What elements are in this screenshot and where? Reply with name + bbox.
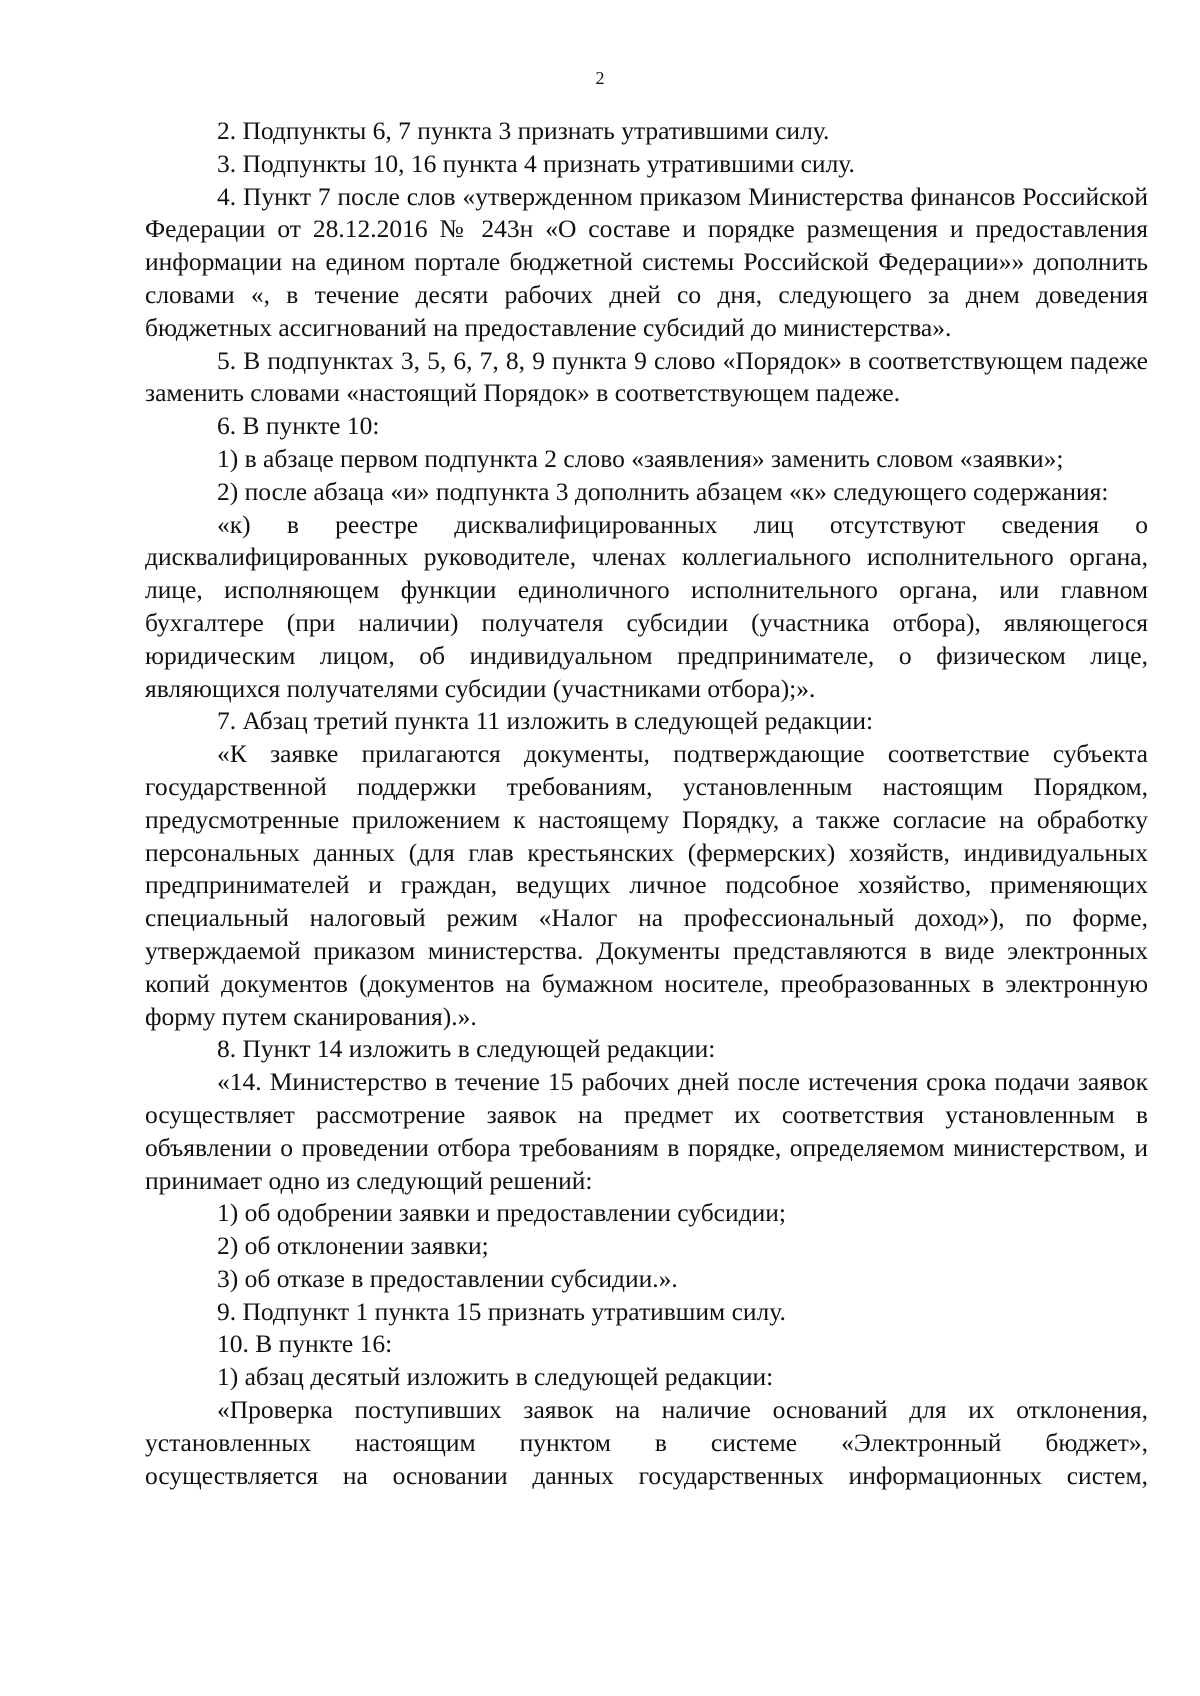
paragraph-7-text: «К заявке прилагаются документы, подтверждающие соответствие субъекта государственной поддержки требованиям, установленным настоящим Порядком, предусмотренные приложением к настоящему Порядку, а также согласие на обработку персональных данных (для глав крестьянских (фермерских) хозяйств, индивидуальных предпринимателей и граждан, ведущих личное подсобное хозяйство, применяющих специальный налоговый режим «Налог на профессиональный доход»), по форме, утверждаемой приказом министерства. Документы представляются в виде электронных копий документов (документов на бумажном носителе, преобразованных в электронную форму путем сканирования).». [145, 739, 1148, 1031]
paragraph-8-option-2: 2) об отклонении заявки; [217, 1231, 489, 1261]
paragraph-8-option-3: 3) об отказе в предоставлении субсидии.». [217, 1263, 678, 1293]
last-paragraph-line-2: установленных настоящим пунктом в системе «Электронный бюджет», [145, 1427, 1148, 1457]
paragraph-10-1-text [145, 1394, 1148, 1492]
paragraph-10-1: 1) абзац десятый изложить в следующей редакции: [217, 1362, 774, 1392]
paragraph-6-2-k: «к) в реестре дисквалифицированных лиц отсутствуют сведения о дисквалифицированных руководителе, членах коллегиального исполнительного органа, лице, исполняющем функции единоличного исполнительного органа, или главном бухгалтере (при наличии) получателя субсидии (участника отбора), являющегося юридическим лицом, об индивидуальном предпринимателе, о физическом лице, являющихся получателями субсидии (участниками отбора);». [145, 509, 1148, 703]
paragraph-5: 5. В подпунктах 3, 5, 6, 7, 8, 9 пункта 9 слово «Порядок» в соответствующем падеже заменить словами «настоящий Порядок» в соответствующем падеже. [145, 345, 1148, 408]
paragraph-4: 4. Пункт 7 после слов «утвержденном приказом Министерства финансов Российской Федерации от 28.12.2016 № 243н «О составе и порядке размещения и предоставления информации на едином портале бюджетной системы Российской Федерации»» дополнить словами «, в течение десяти рабочих дней со дня, следующего за днем доведения бюджетных ассигнований на предоставление субсидий до министерства». [145, 181, 1148, 342]
paragraph-6-2: 2) после абзаца «и» подпункта 3 дополнить абзацем «к» следующего содержания: [217, 476, 1109, 506]
paragraph-8-text: «14. Министерство в течение 15 рабочих дней после истечения срока подачи заявок осуществляет рассмотрение заявок на предмет их соответствия установленным в объявлении о проведении отбора требованиям в порядке, определяемом министерством, и принимает одно из следующий решений: [145, 1067, 1148, 1195]
paragraph-6-1: 1) в абзаце первом подпункта 2 слово «заявления» заменить словом «заявки»; [217, 443, 1064, 473]
paragraph-2: 2. Подпункты 6, 7 пункта 3 признать утратившими силу. [217, 116, 830, 145]
page-number: 2 [595, 68, 605, 88]
paragraph-10: 10. В пункте 16: [217, 1329, 393, 1359]
last-paragraph-line-3: осуществляется на основании данных государственных информационных систем, [145, 1460, 1148, 1490]
paragraph-7: 7. Абзац третий пункта 11 изложить в следующей редакции: [217, 706, 874, 736]
document-body [145, 115, 1148, 1492]
paragraph-8: 8. Пункт 14 изложить в следующей редакции: [217, 1034, 716, 1064]
paragraph-9: 9. Подпункт 1 пункта 15 признать утратившим силу. [217, 1296, 786, 1326]
paragraph-8-option-1: 1) об одобрении заявки и предоставлении субсидии; [217, 1198, 786, 1228]
paragraph-3: 3. Подпункты 10, 16 пункта 4 признать утратившими силу. [217, 148, 855, 178]
last-paragraph-line-1: «Проверка поступивших заявок на наличие оснований для их отклонения, [217, 1395, 1148, 1425]
paragraph-6: 6. В пункте 10: [217, 411, 380, 441]
